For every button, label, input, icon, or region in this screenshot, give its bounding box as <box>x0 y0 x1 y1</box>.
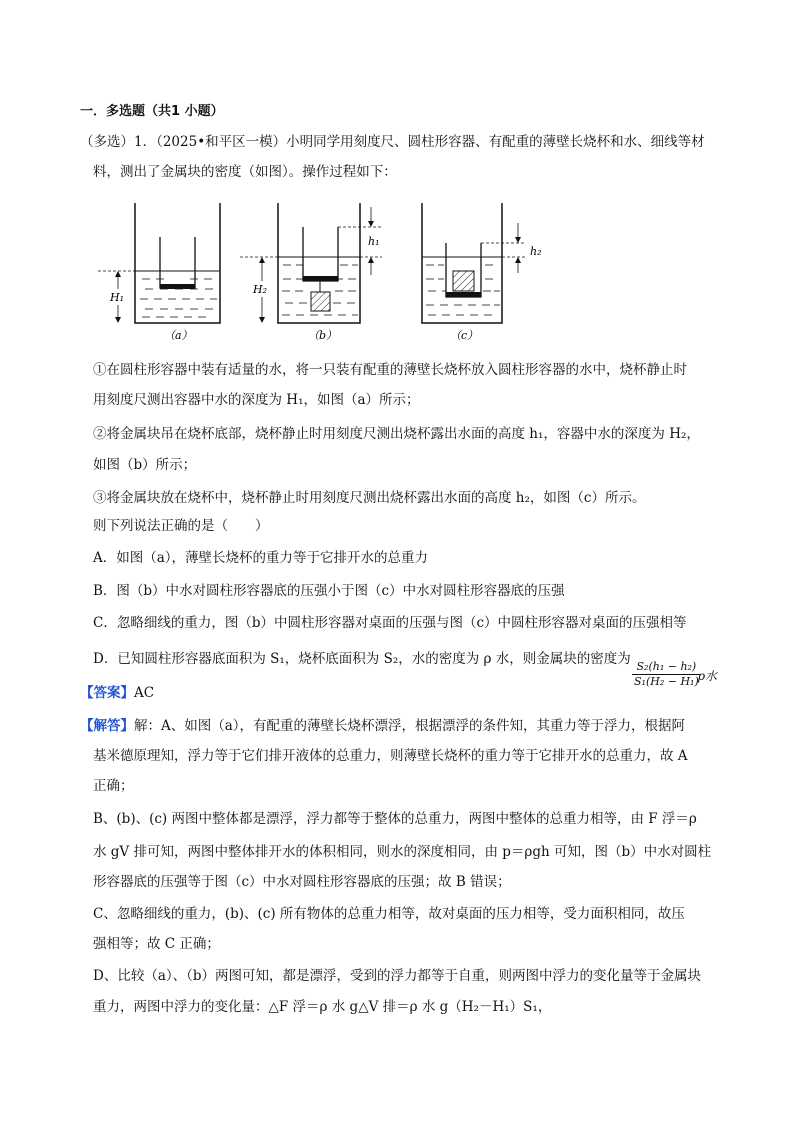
figure-b <box>240 203 382 342</box>
analysis-label: 【解答】 <box>80 718 134 734</box>
H2-label: H₂ <box>253 283 268 296</box>
h1-label: h₁ <box>368 235 380 248</box>
step-3: ③将金属块放在烧杯中，烧杯静止时用刻度尺测出烧杯露出水面的高度 h₂，如图（c）所示。 <box>93 490 646 506</box>
answer-line <box>80 684 154 702</box>
answer-value: AC <box>134 685 155 701</box>
h2-label: h₂ <box>530 245 542 258</box>
solution-d-line-2: 重力，两图中浮力的变化量：△F 浮＝ρ 水 g△V 排＝ρ 水 g（H₂－H₁）S₁， <box>93 999 552 1015</box>
solution-line-2: 基米德原理知，浮力等于它们排开液体的总重力，则薄壁长烧杯的重力等于它排开水的总重力，故 A <box>93 748 688 764</box>
figure-c-label: （c） <box>450 329 479 342</box>
option-a: A．如图（a），薄壁长烧杯的重力等于它排开水的总重力 <box>93 550 429 566</box>
solution-a-text: 解：A、如图（a），有配重的薄壁长烧杯漂浮，根据漂浮的条件知，其重力等于浮力，根据阿 <box>134 718 686 734</box>
figure-c <box>422 203 542 342</box>
solution-b-line-1: B、(b)、(c) 两图中整体都是漂浮，浮力都等于整体的总重力，两图中整体的总重力相等，由 F 浮＝ρ <box>93 811 697 827</box>
question-prompt: 则下列说法正确的是（ ） <box>93 518 269 534</box>
question-line-1: （多选）1．（2025•和平区一模）小明同学用刻度尺、圆柱形容器、有配重的薄壁长烧杯和水、细线等材 <box>80 134 705 150</box>
step-1-line-2: 用刻度尺测出容器中水的深度为 H₁，如图（a）所示； <box>93 392 420 408</box>
step-2-line-1: ②将金属块吊在烧杯底部，烧杯静止时用刻度尺测出烧杯露出水面的高度 h₁，容器中水的深度为 H₂， <box>93 426 700 442</box>
density-fraction <box>632 660 701 689</box>
H1-label: H₁ <box>110 291 125 304</box>
experiment-figure <box>90 195 560 345</box>
solution-b-line-3: 形容器底的压强等于图（c）中水对圆柱形容器底的压强；故 B 错误； <box>93 874 511 890</box>
answer-label: 【答案】 <box>80 685 134 701</box>
solution-c-line-1: C、忽略细线的重力，(b)、(c) 所有物体的总重力相等，故对桌面的压力相等，受力面积相同，故压 <box>93 906 685 922</box>
fraction-numerator: S₂(h₁ − h₂) <box>632 660 701 675</box>
solution-c-line-2: 强相等；故 C 正确； <box>93 936 220 952</box>
question-line-2: 料，测出了金属块的密度（如图）。操作过程如下： <box>93 164 397 180</box>
option-b: B．图（b）中水对圆柱形容器底的压强小于图（c）中水对圆柱形容器底的压强 <box>93 583 565 599</box>
rho-water: ρ水 <box>698 669 718 683</box>
fraction-denominator: S₁(H₂ − H₁) <box>634 675 699 688</box>
step-2-line-2: 如图（b）所示； <box>93 457 197 473</box>
figure-b-label: （b） <box>308 329 338 342</box>
option-c: C．忽略细线的重力，图（b）中圆柱形容器对桌面的压强与图（c）中圆柱形容器对桌面的压强相等 <box>93 615 687 631</box>
solution-line-1 <box>80 717 685 735</box>
figure-a <box>98 203 220 342</box>
section-heading: 一．多选题（共1 小题） <box>80 104 224 119</box>
solution-d-line-1: D、比较（a）、（b）两图可知，都是漂浮，受到的浮力都等于自重，则两图中浮力的变化量等于金属块 <box>93 968 702 984</box>
solution-b-line-2: 水 gV 排可知，两图中整体排开水的体积相同，则水的深度相同，由 p＝ρgh 可知，图（b）中水对圆柱 <box>93 844 712 860</box>
option-d: D．已知圆柱形容器底面积为 S₁，烧杯底面积为 S₂，水的密度为 ρ 水，则金属块的密度为 <box>93 651 631 667</box>
step-1-line-1: ①在圆柱形容器中装有适量的水，将一只装有配重的薄壁长烧杯放入圆柱形容器的水中，烧杯静止时 <box>93 362 687 378</box>
solution-line-3: 正确； <box>93 778 134 794</box>
figure-a-label: （a） <box>164 329 193 342</box>
